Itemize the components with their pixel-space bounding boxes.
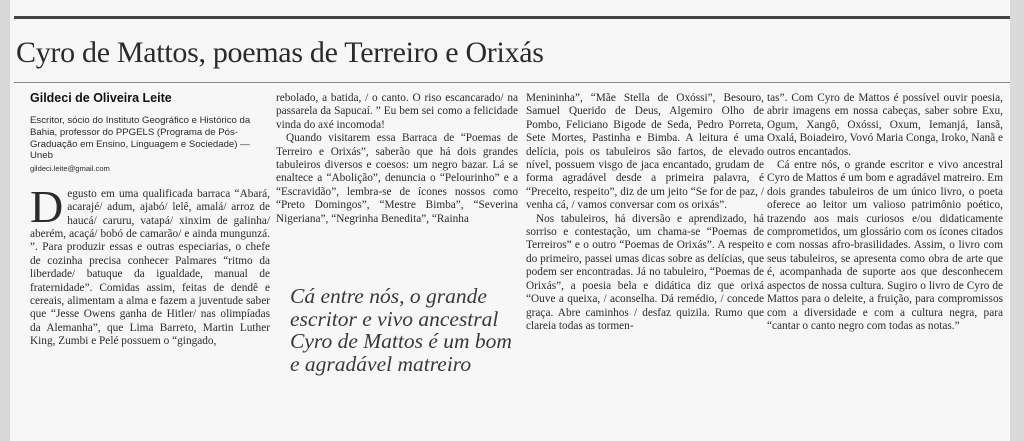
author-name: Gildeci de Oliveira Leite: [30, 91, 172, 105]
author-email[interactable]: gildeci.leite@gmail.com: [30, 163, 110, 173]
column-2: [276, 92, 518, 226]
top-rule: [14, 16, 1010, 19]
article-title: Cyro de Mattos, poemas de Terreiro e Orixás: [16, 36, 544, 69]
page-edge-right: [1010, 0, 1024, 441]
pull-quote: Cá entre nós, o grande escritor e vivo ancestral Cyro de Mattos é um bom e agradável matreiro: [290, 284, 512, 376]
column-1: [30, 92, 270, 349]
lead-paragraph: [30, 180, 270, 349]
paragraph: Cá entre nós, o grande escritor e vivo ancestral Cyro de Mattos é um bom e agradável matreiro. Em dois grandes tabuleiros de um único livro, o poeta oferece ao leitor um valioso patrimônio poético, trazendo aos mais curiosos e/ou didaticamente comprometidos, um glossário com os ícones citados e com nossas afro-brasilidades. Assim, o livro com seus tabuleiros, se apresenta como obra de arte que é, acompanhada de suporte aos que desconhecem aspectos de nossa cultura. Sugiro o livro de Cyro de Mattos para o deleite, a fruição, para compromissos com a diversidade e com a cultura negra, para “cantar o canto negro com todas as notas.”: [767, 159, 1003, 332]
title-rule: [14, 82, 1010, 83]
author-bio: Escritor, sócio do Instituto Geográfico e Histórico da Bahia, professor do PPGELS (Programa de Pós-Graduação em Ensino, Linguagem e Sociedade) — Uneb: [30, 115, 251, 162]
page-edge-left: [0, 0, 10, 441]
paragraph: Quando visitarem essa Barraca de “Poemas de Terreiro e Orixás”, saberão que há dois grandes tabuleiros diversos e coesos: um negro bazar. Lá se enaltece a “Abolição”, denuncia o “Pelourinho” e a “Escravidão”, lembra-se de ícones nossos como “Preto Domingos”, “Mestre Bimba”, “Severina Nigeriana”, “Negrinha Benedita”, “Rainha: [276, 132, 518, 225]
paragraph: Nos tabuleiros, há diversão e aprendizado, há sorriso e contestação, um chama-se “Poemas de Terreiros” e o outro “Poemas de Orixás”. A respeito do primeiro, passei umas dicas sobre as delícias, que podem ser encontradas. Já no tabuleiro, “Poemas de Orixás”, a poesia bela e didática diz que orixá “Ouve a queixa, / aconselha. Dá remédio, / concede graça. Abre caminhos / desfaz quizila. Rumo que clareia todas as tormen-: [526, 212, 764, 332]
paragraph: Menininha”, “Mãe Stella de Oxóssi”, Besouro, Samuel Querido de Deus, Algemiro Olho de Pombo, Feliciano Bigode de Seda, Pedro Porreta, Sete Mortes, Pastinha e Bimba. A leitura é uma delícia, pois os tabuleiros são fartos, de elevado nível, possuem visgo de jaca encantado, grudam de forma agradável desde a primeira palavra, é “Preceito, respeito”, diz de um jeito “Se for de paz, / venha cá, / vamos conversar com os orixás”.: [526, 92, 764, 212]
paragraph: rebolado, a batida, / o canto. O riso escancarado/ na passarela da Sapucaí. ” Eu bem sei como a felicidade vinda do axé incomoda!: [276, 92, 518, 131]
column-3: [526, 92, 764, 333]
paragraph: tas”. Com Cyro de Mattos é possível ouvir poesia, abrir imagens em nossa cabeças, saber sobre Exu, Ogum, Xangô, Oxóssi, Oxum, Iemanjá, Iansã, Oxalá, Boiadeiro, Vovó Maria Conga, Iroko, Nanã e outros encantados.: [767, 92, 1003, 158]
drop-cap: D: [30, 180, 64, 232]
column-4: [767, 92, 1003, 333]
lead-text: egusto em uma qualificada barraca “Abará, acarajé/ adum, ajabó/ lelê, amalá/ arroz de haucá/ caruru, vatapá/ xinxim de galinha/ aberém, acaçá/ bobó de camarão/ e ainda mungunzá. ”. Para produzir essas e outras especiarias, o chefe de cozinha precisa conhecer Palmares “ritmo da liberdade/ batuque da igualdade, manual de fraternidade”. Comidas assim, feitas de dendê e cereais, alimentam a alma e fazem a juventude saber que “Jesse Owens ganha de Hitler/ nas olimpíadas da Alemanha”, que Lima Barreto, Martin Luther King, Zumbi e Pelé possuem o “gingado,: [30, 187, 270, 348]
